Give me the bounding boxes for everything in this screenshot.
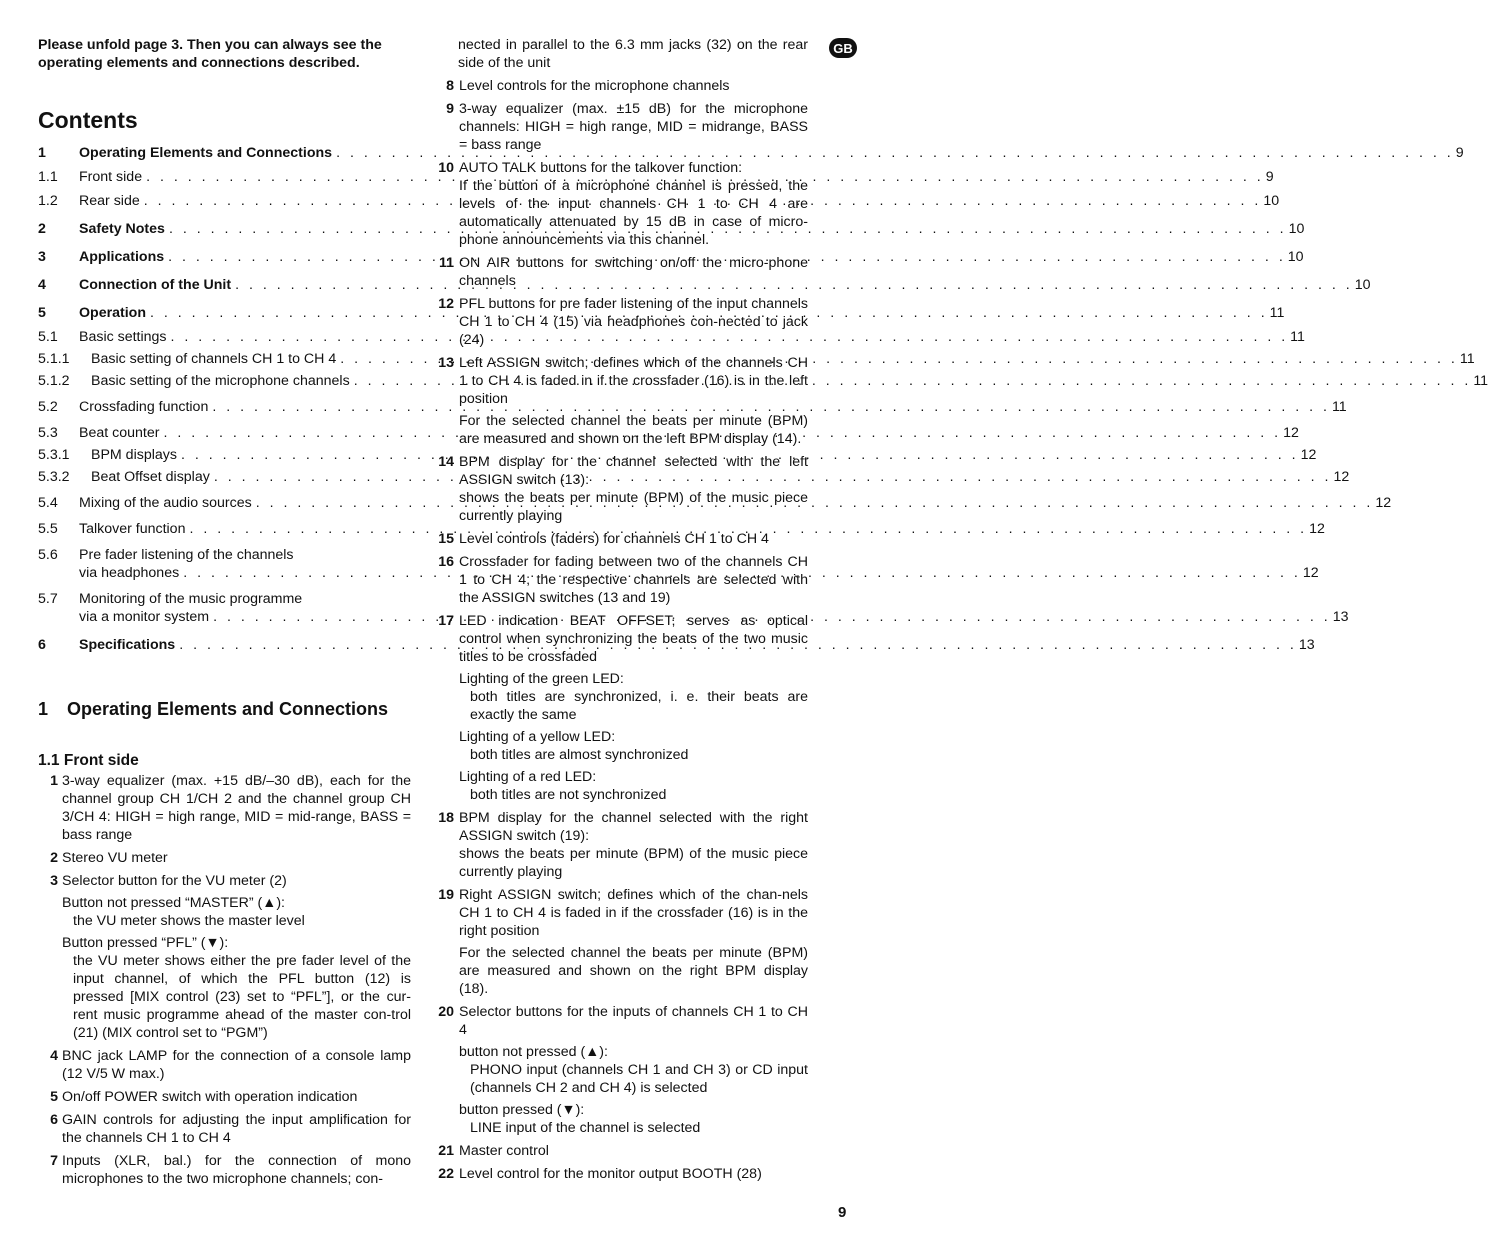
- numbered-item: [434, 254, 808, 290]
- toc-page: 13: [1332, 609, 1349, 625]
- toc-number: 1.1: [38, 169, 58, 185]
- item-paragraph: 3-way equalizer (max. +15 dB/–30 dB), each for the channel group CH 1/CH 2 and the channel group CH 3/CH 4: HIGH = high range, MID = mid-range, BASS = bass range: [62, 773, 411, 843]
- item-body: [62, 1047, 411, 1083]
- sub-label: button not pressed (▲):: [459, 1044, 608, 1060]
- toc-title: Safety Notes: [79, 221, 165, 237]
- item-list-right: [434, 77, 808, 1183]
- toc-title: Beat counter: [79, 425, 160, 441]
- item-sub-block: [62, 934, 411, 1042]
- item-paragraph: BPM display for the channel selected with the right ASSIGN switch (19):: [459, 810, 808, 844]
- numbered-item: [434, 1165, 808, 1183]
- intro-note: Please unfold page 3. Then you can always see the operating elements and connections described.: [38, 37, 382, 71]
- sub-text: LINE input of the channel is selected: [470, 1120, 701, 1136]
- numbered-item: [38, 1152, 411, 1188]
- item-number: 6: [50, 1112, 58, 1128]
- toc-number: 3: [38, 249, 46, 265]
- contents-title: Contents: [38, 107, 138, 133]
- numbered-item: [434, 553, 808, 607]
- toc-item: [38, 520, 1325, 538]
- item-paragraph: Level controls for the microphone channels: [459, 78, 730, 94]
- toc-row: [38, 220, 1305, 238]
- toc-row: [38, 636, 1315, 654]
- item-paragraph: If the button of a microphone channel is pressed, the levels of the input channels CH 1 to CH 4 are automatically attenuated by 15 dB in case of micro-phone announcements via this channel.: [459, 178, 808, 248]
- numbered-item: [38, 872, 411, 1042]
- item-paragraph: Left ASSIGN switch; defines which of the channels CH 1 to CH 4 is faded in if the crossfader (16) is in the left position: [459, 355, 808, 407]
- numbered-item: [434, 1003, 808, 1137]
- numbered-item: [434, 453, 808, 525]
- item-sub-block: [62, 894, 411, 930]
- toc-page: 10: [1354, 277, 1371, 293]
- item-paragraph: Level control for the monitor output BOOTH (28): [459, 1166, 762, 1182]
- toc-number: 1.2: [38, 193, 58, 209]
- item-body: [62, 772, 411, 844]
- toc-title: Front side: [79, 169, 143, 185]
- toc-page: 11: [1290, 329, 1305, 345]
- numbered-item: [434, 100, 808, 154]
- toc-page: 11: [1331, 399, 1347, 415]
- toc-page: 11: [1269, 305, 1285, 321]
- item-body: [459, 553, 808, 607]
- toc-title: Operation: [79, 305, 147, 321]
- toc-page: 12: [1302, 565, 1319, 581]
- item-number: 17: [438, 613, 454, 629]
- toc-title: Basic setting of the microphone channels: [91, 373, 350, 389]
- toc-row: [38, 590, 411, 608]
- toc-number: 5.7: [38, 591, 58, 607]
- toc-row: [38, 328, 1305, 346]
- item-sub-block: [459, 670, 808, 724]
- numbered-item: [434, 886, 808, 998]
- item-paragraph: LED indication BEAT OFFSET; serves as optical control when synchronizing the beats of the two music titles to be crossfaded: [459, 613, 808, 665]
- toc-page: 11: [1473, 373, 1488, 389]
- toc-item: [38, 144, 1464, 162]
- section-heading: [38, 698, 411, 720]
- numbered-item: [434, 809, 808, 881]
- numbered-item: [38, 1047, 411, 1083]
- toc-number: 5.4: [38, 495, 58, 511]
- toc-item: [38, 636, 1315, 654]
- toc-number: 5.1: [38, 329, 58, 345]
- item-number: 2: [50, 850, 58, 866]
- toc-item: [38, 372, 1488, 390]
- toc-row: [38, 372, 1488, 390]
- item-body: [62, 1111, 411, 1147]
- item-body: [62, 1152, 411, 1188]
- section-number: 1: [38, 699, 49, 719]
- numbered-item: [434, 159, 808, 249]
- toc-page: 9: [1265, 169, 1274, 185]
- item-number: 18: [438, 810, 454, 826]
- item-number: 8: [446, 78, 454, 94]
- item-paragraph: GAIN controls for adjusting the input amplification for the channels CH 1 to CH 4: [62, 1112, 411, 1146]
- item-number: 20: [438, 1004, 454, 1020]
- item-body: [459, 295, 808, 349]
- toc-title: Beat Offset display: [91, 469, 210, 485]
- item-body: [459, 612, 808, 804]
- toc-number: 5.1.2: [38, 373, 70, 389]
- toc-item: [38, 276, 1371, 294]
- toc-page: 10: [1288, 221, 1305, 237]
- item-body: [459, 453, 808, 525]
- item-number: 4: [50, 1048, 58, 1064]
- item-number: 5: [50, 1089, 58, 1105]
- toc-leader-dots: [256, 494, 1374, 512]
- continued-text: nected in parallel to the 6.3 mm jacks (32) on the rear side of the unit: [458, 37, 808, 71]
- item-body: [459, 530, 808, 548]
- toc-title: Basic settings: [79, 329, 167, 345]
- item-number: 3: [50, 873, 58, 889]
- item-body: [459, 1142, 808, 1160]
- toc-title: Basic setting of channels CH 1 to CH 4: [91, 351, 337, 367]
- numbered-item: [434, 77, 808, 95]
- toc-page: 10: [1287, 249, 1304, 265]
- item-list-left: [38, 772, 411, 1188]
- item-body: [459, 100, 808, 154]
- toc-page: 12: [1309, 521, 1325, 537]
- item-paragraph: Crossfader for fading between two of the channels CH 1 to CH 4; the respective channels are selected with the ASSIGN switches (13 and 19): [459, 554, 808, 606]
- toc-page: 12: [1300, 447, 1317, 463]
- page-number: 9: [838, 1204, 847, 1221]
- item-sub-block: [459, 728, 808, 764]
- sub-text: PHONO input (channels CH 1 and CH 3) or CD input (channels CH 2 and CH 4) is selected: [470, 1062, 808, 1096]
- toc-title: Talkover function: [79, 521, 186, 537]
- sub-text: the VU meter shows the master level: [73, 913, 305, 929]
- toc-number: 5.6: [38, 547, 58, 563]
- item-body: [459, 77, 808, 95]
- item-number: 14: [438, 454, 454, 470]
- item-number: 9: [446, 101, 454, 117]
- sub-label: Lighting of a red LED:: [459, 769, 597, 785]
- item-body: [62, 1088, 411, 1106]
- toc-page: 12: [1333, 469, 1350, 485]
- item-body: [62, 849, 411, 867]
- item-body: [459, 1165, 808, 1183]
- toc-title: Pre fader listening of the channels: [79, 547, 294, 563]
- toc-item: [38, 192, 1280, 210]
- item-body: [62, 872, 411, 1042]
- toc-number: 5.3.1: [38, 447, 70, 463]
- toc-page: 12: [1283, 425, 1299, 441]
- toc-row: [38, 144, 1464, 162]
- item-body: [459, 886, 808, 998]
- item-paragraph: For the selected channel the beats per minute (BPM) are measured and shown on the right BPM display (18).: [459, 945, 808, 997]
- item-number: 1: [50, 773, 58, 789]
- toc-number: 6: [38, 637, 46, 653]
- toc-title-cont: via headphones: [79, 565, 180, 581]
- toc-title: BPM displays: [91, 447, 177, 463]
- item-number: 19: [438, 887, 454, 903]
- toc-row: [38, 276, 1371, 294]
- toc-number: 5.5: [38, 521, 58, 537]
- toc-item: [38, 328, 1305, 346]
- numbered-item: [38, 1088, 411, 1106]
- item-number: 15: [438, 531, 454, 547]
- sub-label: Lighting of the green LED:: [459, 671, 624, 687]
- toc-page: 12: [1375, 495, 1392, 511]
- toc-title: Applications: [79, 249, 165, 265]
- item-paragraph: On/off POWER switch with operation indication: [62, 1089, 358, 1105]
- toc-title: Connection of the Unit: [79, 277, 232, 293]
- item-sub-block: [459, 768, 808, 804]
- toc-page: 9: [1455, 145, 1464, 161]
- item-paragraph: Level controls (faders) for channels CH 1 to CH 4: [459, 531, 769, 547]
- item-paragraph: AUTO TALK buttons for the talkover function:: [459, 160, 743, 176]
- numbered-item: [38, 772, 411, 844]
- item-paragraph: Stereo VU meter: [62, 850, 168, 866]
- item-number: 7: [50, 1153, 58, 1169]
- item-paragraph: shows the beats per minute (BPM) of the music piece currently playing: [459, 490, 808, 524]
- item-body: [459, 354, 808, 448]
- item-paragraph: For the selected channel the beats per minute (BPM) are measured and shown on the left BPM display (14).: [459, 413, 808, 447]
- toc-item: [38, 398, 1347, 416]
- item-number: 21: [438, 1143, 454, 1159]
- item-body: [459, 1003, 808, 1137]
- item-number: 13: [438, 355, 454, 371]
- toc-row: [38, 192, 1280, 210]
- toc-number: 5.1.1: [38, 351, 70, 367]
- item-number: 22: [438, 1166, 454, 1182]
- item-number: 16: [438, 554, 454, 570]
- toc-number: 5.3: [38, 425, 58, 441]
- item-paragraph: ON AIR buttons for switching on/off the micro-phone channels: [459, 255, 808, 289]
- sub-label: Button not pressed “MASTER” (▲):: [62, 895, 285, 911]
- item-paragraph: Selector buttons for the inputs of channels CH 1 to CH 4: [459, 1004, 808, 1038]
- toc-title: Monitoring of the music programme: [79, 591, 303, 607]
- toc-title-cont: via a monitor system: [79, 609, 210, 625]
- numbered-item: [38, 1111, 411, 1147]
- item-paragraph: Inputs (XLR, bal.) for the connection of mono microphones to the two microphone channels; con-: [62, 1153, 411, 1187]
- sub-text: both titles are not synchronized: [470, 787, 667, 803]
- toc-number: 5: [38, 305, 46, 321]
- sub-text: both titles are synchronized, i. e. their beats are exactly the same: [470, 689, 808, 723]
- sub-label: Button pressed “PFL” (▼):: [62, 935, 229, 951]
- toc-row: [38, 398, 1347, 416]
- toc-number: 1: [38, 145, 46, 161]
- sub-label: button pressed (▼):: [459, 1102, 585, 1118]
- numbered-item: [434, 530, 808, 548]
- toc-row: [38, 520, 1325, 538]
- sub-text: both titles are almost synchronized: [470, 747, 689, 763]
- item-number: 10: [438, 160, 454, 176]
- toc-title: Specifications: [79, 637, 176, 653]
- numbered-item: [38, 849, 411, 867]
- toc-title: Rear side: [79, 193, 140, 209]
- numbered-item: [434, 354, 808, 448]
- toc-page: 10: [1263, 193, 1280, 209]
- language-badge: GB: [829, 38, 857, 58]
- toc-number: 4: [38, 277, 46, 293]
- item-body: [459, 159, 808, 249]
- sub-text: the VU meter shows either the pre fader level of the input channel, of which the PFL button (12) is pressed [MIX control (23) set to “PFL”], or the cur-rent music programme ahead of the master con-trol (21) (MIX control set to “PGM”): [73, 953, 411, 1041]
- sub-label: Lighting of a yellow LED:: [459, 729, 616, 745]
- item-paragraph: 3-way equalizer (max. ±15 dB) for the microphone channels: HIGH = high range, MID = midrange, BASS = bass range: [459, 101, 808, 153]
- numbered-item: [434, 612, 808, 804]
- toc-row: [38, 564, 1319, 582]
- item-paragraph: shows the beats per minute (BPM) of the music piece currently playing: [459, 846, 808, 880]
- item-body: [459, 809, 808, 881]
- item-number: 12: [438, 296, 454, 312]
- toc-item: [38, 220, 1305, 238]
- toc-title: Operating Elements and Connections: [79, 145, 333, 161]
- item-number: 11: [439, 255, 454, 271]
- item-body: [459, 254, 808, 290]
- numbered-item: [434, 1142, 808, 1160]
- toc-number: 5.2: [38, 399, 58, 415]
- item-paragraph: BPM display for the channel selected with the left ASSIGN switch (13):: [459, 454, 808, 488]
- numbered-item: [434, 295, 808, 349]
- toc-number: 5.3.2: [38, 469, 70, 485]
- toc-title: Crossfading function: [79, 399, 209, 415]
- item-paragraph: BNC jack LAMP for the connection of a console lamp (12 V/5 W max.): [62, 1048, 411, 1082]
- toc-number: 2: [38, 221, 46, 237]
- right-column: [434, 36, 808, 1183]
- item-paragraph: Master control: [459, 1143, 549, 1159]
- item-paragraph: Right ASSIGN switch; defines which of the chan-nels CH 1 to CH 4 is faded in if the crossfader (16) is in the right position: [459, 887, 808, 939]
- section-title: Operating Elements and Connections: [67, 699, 389, 719]
- subsection-heading: 1.1 Front side: [38, 752, 139, 769]
- toc-title: Mixing of the audio sources: [79, 495, 252, 511]
- item-paragraph: Selector button for the VU meter (2): [62, 873, 287, 889]
- item-paragraph: PFL buttons for pre fader listening of the input channels CH 1 to CH 4 (15) via headphones con-nected to jack (24): [459, 296, 808, 348]
- toc-row: [38, 546, 411, 564]
- toc-page: 11: [1459, 351, 1475, 367]
- item-sub-block: [459, 1043, 808, 1097]
- item-sub-block: [459, 1101, 808, 1137]
- toc-page: 13: [1298, 637, 1315, 653]
